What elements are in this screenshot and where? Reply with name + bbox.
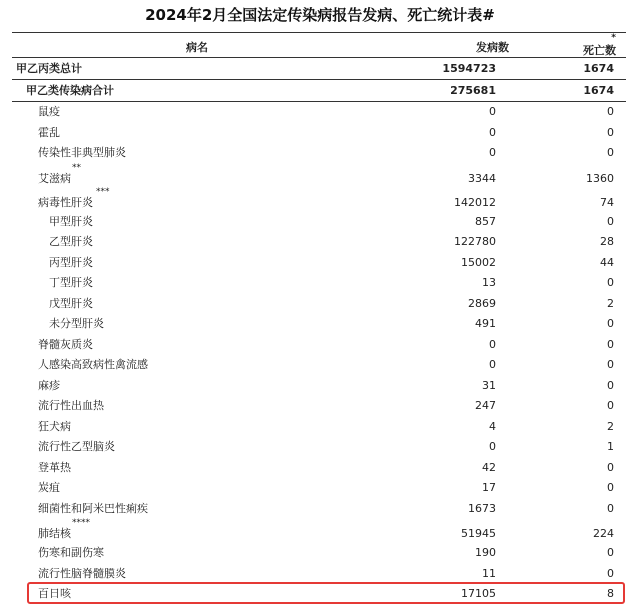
row-name: 登革热 bbox=[38, 460, 71, 474]
header-deaths-mark: * bbox=[611, 33, 616, 43]
table-row bbox=[12, 396, 626, 417]
row-cases: 31 bbox=[482, 378, 496, 392]
row-deaths: 0 bbox=[607, 146, 614, 159]
row-name: 乙型肝炎 bbox=[49, 235, 93, 248]
row-name: 甲型肝炎 bbox=[49, 214, 93, 228]
row-deaths: 0 bbox=[607, 501, 614, 515]
row-name: 鼠疫 bbox=[38, 105, 60, 118]
table-row bbox=[12, 417, 626, 438]
table-row bbox=[12, 164, 626, 188]
row-name: 百日咳 bbox=[38, 587, 71, 600]
row-cases: 0 bbox=[489, 105, 496, 118]
table-row-subtotal bbox=[12, 80, 626, 102]
table-row bbox=[12, 102, 626, 123]
row-deaths: 0 bbox=[607, 358, 614, 371]
row-name: 麻疹 bbox=[38, 378, 60, 392]
row-cases: 42 bbox=[482, 460, 496, 474]
row-cases: 0 bbox=[489, 337, 496, 351]
row-deaths: 0 bbox=[607, 317, 614, 330]
table-row-sub bbox=[12, 294, 626, 315]
row-name: 狂犬病 bbox=[38, 419, 71, 433]
row-deaths: 8 bbox=[607, 587, 614, 600]
row-name-text: 艾滋病 bbox=[38, 171, 71, 185]
row-name: 甲乙丙类总计 bbox=[16, 62, 82, 75]
header-deaths-label: 死亡数 bbox=[583, 44, 616, 57]
row-cases: 11 bbox=[482, 566, 496, 580]
row-name: 流行性乙型脑炎 bbox=[38, 440, 115, 453]
table-row bbox=[12, 437, 626, 458]
row-deaths: 1674 bbox=[583, 84, 614, 97]
table-row bbox=[12, 335, 626, 356]
table-row-sub bbox=[12, 212, 626, 233]
row-name: 流行性出血热 bbox=[38, 399, 104, 412]
row-deaths: 224 bbox=[593, 527, 614, 540]
row-name: 甲乙类传染病合计 bbox=[26, 84, 114, 97]
table-row bbox=[12, 188, 626, 212]
header-deaths bbox=[583, 33, 616, 58]
row-name: 戊型肝炎 bbox=[49, 296, 93, 310]
table-row-sub bbox=[12, 314, 626, 335]
row-name-text: 肺结核 bbox=[38, 527, 71, 540]
table-row bbox=[12, 376, 626, 397]
row-deaths: 0 bbox=[607, 214, 614, 228]
table-row bbox=[12, 543, 626, 564]
footnote-mark: *** bbox=[96, 186, 110, 197]
row-name-text: 病毒性肝炎 bbox=[38, 195, 93, 209]
footnote-mark: **** bbox=[72, 518, 90, 528]
row-cases: 1673 bbox=[468, 501, 496, 515]
row-deaths: 0 bbox=[607, 460, 614, 474]
row-deaths: 0 bbox=[607, 566, 614, 580]
row-deaths: 0 bbox=[607, 337, 614, 351]
row-cases: 17 bbox=[482, 481, 496, 494]
table-row-sub bbox=[12, 273, 626, 294]
row-cases: 2869 bbox=[468, 296, 496, 310]
row-name: 传染性非典型肺炎 bbox=[38, 146, 126, 159]
table-row bbox=[12, 519, 626, 543]
row-deaths: 2 bbox=[607, 419, 614, 433]
row-deaths: 28 bbox=[600, 235, 614, 248]
row-cases: 122780 bbox=[454, 235, 496, 248]
row-cases: 3344 bbox=[468, 171, 496, 185]
row-cases: 275681 bbox=[450, 84, 496, 97]
table-row-total bbox=[12, 58, 626, 80]
row-deaths: 0 bbox=[607, 546, 614, 559]
table-row bbox=[12, 123, 626, 144]
row-deaths: 0 bbox=[607, 276, 614, 289]
row-name: 脊髓灰质炎 bbox=[38, 337, 93, 351]
row-name: 霍乱 bbox=[38, 125, 60, 139]
row-cases: 0 bbox=[489, 125, 496, 139]
row-deaths: 1 bbox=[607, 440, 614, 453]
row-cases: 190 bbox=[475, 546, 496, 559]
row-deaths: 0 bbox=[607, 481, 614, 494]
table-row bbox=[12, 143, 626, 164]
row-cases: 17105 bbox=[461, 587, 496, 600]
table-row-sub bbox=[12, 232, 626, 253]
table-row bbox=[12, 458, 626, 479]
row-name: 炭疽 bbox=[38, 481, 60, 494]
row-deaths: 2 bbox=[607, 296, 614, 310]
footnote-mark: ** bbox=[72, 162, 81, 173]
table-row bbox=[12, 478, 626, 499]
row-cases: 0 bbox=[489, 358, 496, 371]
header-cases: 发病数 bbox=[476, 41, 509, 54]
stats-table bbox=[12, 32, 626, 605]
table-header bbox=[12, 33, 626, 58]
row-name: 丁型肝炎 bbox=[49, 276, 93, 289]
row-name: 丙型肝炎 bbox=[49, 255, 93, 269]
row-name: 流行性脑脊髓膜炎 bbox=[38, 566, 126, 580]
row-deaths: 1360 bbox=[586, 171, 614, 185]
row-deaths: 0 bbox=[607, 399, 614, 412]
row-name: 未分型肝炎 bbox=[49, 317, 104, 330]
page-title: 2024年2月全国法定传染病报告发病、死亡统计表# bbox=[145, 6, 495, 24]
table-row bbox=[12, 499, 626, 520]
row-deaths: 0 bbox=[607, 125, 614, 139]
row-cases: 15002 bbox=[461, 255, 496, 269]
highlight-box bbox=[27, 582, 625, 604]
row-deaths: 44 bbox=[600, 255, 614, 269]
row-deaths: 74 bbox=[600, 195, 614, 209]
row-deaths: 1674 bbox=[583, 62, 614, 75]
row-cases: 142012 bbox=[454, 195, 496, 209]
table-row bbox=[12, 355, 626, 376]
row-cases: 491 bbox=[475, 317, 496, 330]
row-name: 人感染高致病性禽流感 bbox=[38, 358, 148, 371]
table-row-sub bbox=[12, 253, 626, 274]
row-cases: 0 bbox=[489, 440, 496, 453]
row-cases: 0 bbox=[489, 146, 496, 159]
row-cases: 857 bbox=[475, 214, 496, 228]
row-deaths: 0 bbox=[607, 105, 614, 118]
row-name: 细菌性和阿米巴性痢疾 bbox=[38, 501, 148, 515]
row-name: 伤寒和副伤寒 bbox=[38, 546, 104, 559]
header-disease-name: 病名 bbox=[186, 41, 208, 54]
row-cases: 247 bbox=[475, 399, 496, 412]
row-deaths: 0 bbox=[607, 378, 614, 392]
row-cases: 13 bbox=[482, 276, 496, 289]
row-cases: 4 bbox=[489, 419, 496, 433]
table-row bbox=[12, 564, 626, 585]
row-cases: 1594723 bbox=[442, 62, 496, 75]
row-cases: 51945 bbox=[461, 527, 496, 540]
